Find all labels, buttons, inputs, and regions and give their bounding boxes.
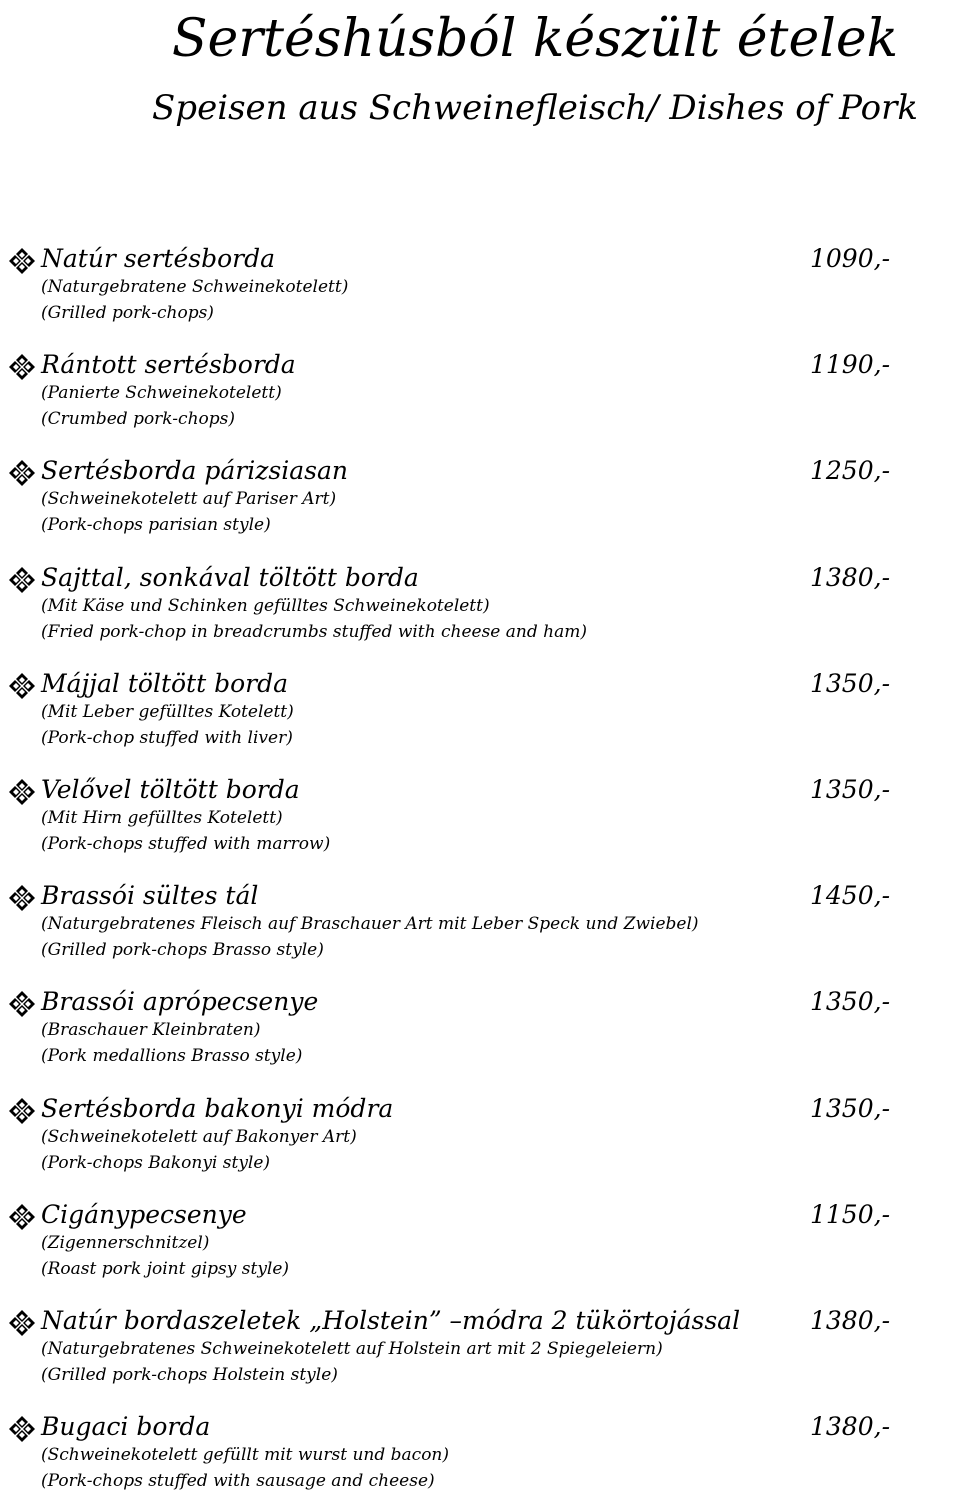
- menu-item: [0, 1410, 960, 1510]
- menu-item: [0, 1092, 960, 1192]
- dish-name: Sertésborda párizsiasan: [41, 456, 348, 485]
- dish-price: 1350,-: [810, 987, 891, 1016]
- dish-english-description: (Crumbed pork-chops): [41, 409, 235, 429]
- four-diamond-bullet-icon: [9, 1416, 35, 1442]
- dish-german-description: (Naturgebratene Schweinekotelett): [41, 277, 349, 297]
- dish-name: Velővel töltött borda: [41, 775, 300, 804]
- menu-item: [0, 561, 960, 661]
- dish-name: Natúr bordaszeletek „Holstein” –módra 2 tükörtojással: [41, 1306, 741, 1335]
- dish-name: Natúr sertésborda: [41, 244, 275, 273]
- dish-name: Májjal töltött borda: [41, 669, 288, 698]
- dish-german-description: (Naturgebratenes Schweinekotelett auf Holstein art mit 2 Spiegeleiern): [41, 1339, 663, 1359]
- menu-item: [0, 242, 960, 342]
- dish-german-description: (Panierte Schweinekotelett): [41, 383, 282, 403]
- four-diamond-bullet-icon: [9, 460, 35, 486]
- dish-name: Bugaci borda: [41, 1412, 211, 1441]
- menu-item: [0, 985, 960, 1085]
- dish-german-description: (Zigennerschnitzel): [41, 1233, 210, 1253]
- dish-english-description: (Pork-chops stuffed with sausage and cheese): [41, 1471, 435, 1491]
- page-subtitle: Speisen aus Schweinefleisch/ Dishes of Pork: [152, 88, 918, 128]
- menu-item: [0, 667, 960, 767]
- dish-price: 1250,-: [810, 456, 891, 485]
- dish-english-description: (Roast pork joint gipsy style): [41, 1259, 290, 1279]
- dish-name: Brassói sültes tál: [41, 881, 259, 910]
- dish-english-description: (Pork-chop stuffed with liver): [41, 728, 293, 748]
- dish-name: Sertésborda bakonyi módra: [41, 1094, 394, 1123]
- dish-price: 1150,-: [810, 1200, 891, 1229]
- menu-item: [0, 1304, 960, 1404]
- dish-english-description: (Grilled pork-chops Brasso style): [41, 940, 324, 960]
- dish-price: 1380,-: [810, 1412, 891, 1441]
- dish-german-description: (Schweinekotelett auf Bakonyer Art): [41, 1127, 357, 1147]
- dish-name: Sajttal, sonkával töltött borda: [41, 563, 419, 592]
- dish-english-description: (Pork-chops parisian style): [41, 515, 271, 535]
- dish-english-description: (Pork-chops stuffed with marrow): [41, 834, 331, 854]
- dish-price: 1380,-: [810, 1306, 891, 1335]
- four-diamond-bullet-icon: [9, 991, 35, 1017]
- four-diamond-bullet-icon: [9, 248, 35, 274]
- dish-german-description: (Braschauer Kleinbraten): [41, 1020, 261, 1040]
- dish-english-description: (Pork-chops Bakonyi style): [41, 1153, 271, 1173]
- dish-german-description: (Mit Käse und Schinken gefülltes Schweinekotelett): [41, 596, 490, 616]
- menu-item: [0, 1198, 960, 1298]
- four-diamond-bullet-icon: [9, 1310, 35, 1336]
- dish-price: 1190,-: [810, 350, 891, 379]
- dish-price: 1380,-: [810, 563, 891, 592]
- dish-price: 1350,-: [810, 775, 891, 804]
- four-diamond-bullet-icon: [9, 354, 35, 380]
- dish-name: Brassói aprópecsenye: [41, 987, 319, 1016]
- dish-english-description: (Pork medallions Brasso style): [41, 1046, 303, 1066]
- dish-name: Rántott sertésborda: [41, 350, 296, 379]
- four-diamond-bullet-icon: [9, 673, 35, 699]
- four-diamond-bullet-icon: [9, 1098, 35, 1124]
- menu-item: [0, 773, 960, 873]
- dish-price: 1450,-: [810, 881, 891, 910]
- dish-german-description: (Schweinekotelett gefüllt mit wurst und bacon): [41, 1445, 450, 1465]
- dish-name: Cigánypecsenye: [41, 1200, 247, 1229]
- menu-item: [0, 879, 960, 979]
- dish-english-description: (Grilled pork-chops): [41, 303, 214, 323]
- dish-price: 1350,-: [810, 669, 891, 698]
- four-diamond-bullet-icon: [9, 1204, 35, 1230]
- dish-german-description: (Mit Leber gefülltes Kotelett): [41, 702, 294, 722]
- dish-english-description: (Fried pork-chop in breadcrumbs stuffed with cheese and ham): [41, 622, 587, 642]
- page-title: Sertéshúsból készült ételek: [171, 9, 899, 69]
- dish-english-description: (Grilled pork-chops Holstein style): [41, 1365, 338, 1385]
- dish-price: 1090,-: [810, 244, 891, 273]
- four-diamond-bullet-icon: [9, 885, 35, 911]
- dish-german-description: (Naturgebratenes Fleisch auf Braschauer Art mit Leber Speck und Zwiebel): [41, 914, 699, 934]
- menu-item: [0, 348, 960, 448]
- dish-price: 1350,-: [810, 1094, 891, 1123]
- dish-german-description: (Mit Hirn gefülltes Kotelett): [41, 808, 283, 828]
- dish-german-description: (Schweinekotelett auf Pariser Art): [41, 489, 337, 509]
- four-diamond-bullet-icon: [9, 779, 35, 805]
- menu-item: [0, 454, 960, 554]
- four-diamond-bullet-icon: [9, 567, 35, 593]
